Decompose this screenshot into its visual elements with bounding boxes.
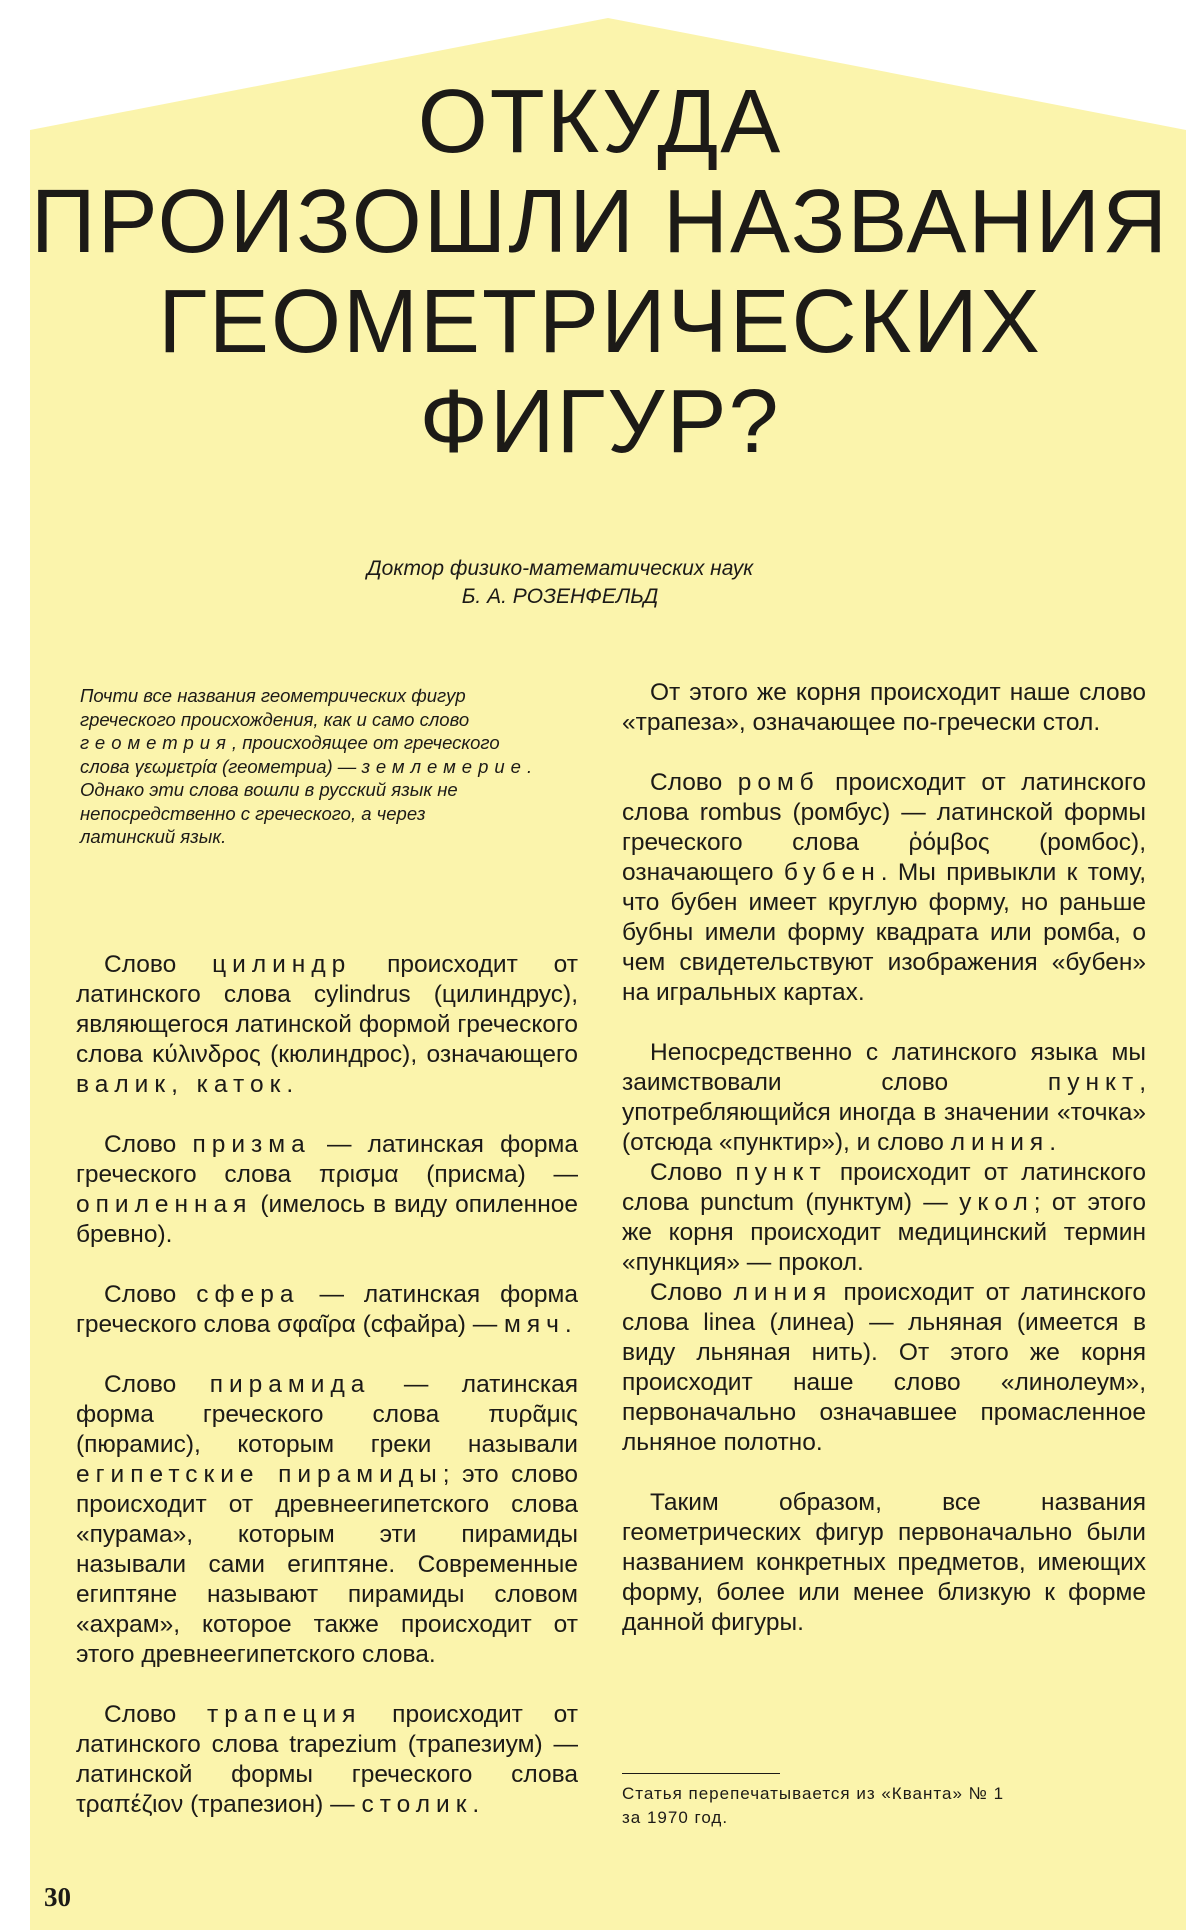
term-point: пункт [735,1159,827,1186]
term-sphere: сфера [196,1281,300,1308]
paragraph-point: Слово пункт происходит от латинского слова punctum (пунктум) — укол; от этого же корня происходит медицинский термин «пункция» — прокол. [622,1159,1146,1276]
paragraph-conclusion: Таким образом, все названия геометрических фигур первоначально были названием конкретных предметов, имеющих форму, более или менее близкую к форме данной фигуры. [622,1489,1146,1636]
intro-term-geometria: геометрия [80,732,232,753]
intro-line: слова γεωμετρία (геометриа) — [80,755,362,777]
footnote-line: Статья перепечатывается из «Кванта» № 1 [622,1784,1005,1803]
right-column [622,678,1146,1638]
intro-line: греческого происхождения, как и само слово [80,708,470,730]
title-line-2: ПРОИЗОШЛИ НАЗВАНИЯ [30,172,1170,272]
paragraph-pyramid: Слово пирамида — латинская форма греческого слова πυρᾶμις (пюрамис), которым греки называли египетские пирамиды; это слово происходит от древнеегипетского слова «пурама», которым эти пирамиды называли сами египтяне. Современные египтяне называют пирамиды словом «ахрам», которое также происходит от этого древнеегипетского слова. [76,1371,578,1668]
byline [330,555,790,611]
title-line-4: ФИГУР? [419,372,781,472]
paragraph-rhombus: Слово ромб происходит от латинского слова rombus (ромбус) — латинской формы греческого слова ῥόμβος (ромбос), означающего бубен. Мы привыкли к тому, что бубен имеет круглую форму, но раньше бубны имели форму квадрата или ромба, о чем свидетельствуют изображения «бубен» на игральных картах. [622,769,1146,1006]
author-name: Б. А. РОЗЕНФЕЛЬД [461,585,659,608]
term-cylinder: цилиндр [212,951,352,978]
intro-term-zemlemerie: землемерие [361,755,527,777]
paragraph-prism: Слово призма — латинская форма греческого слова πρισμα (присма) — опиленная (имелось в виду опиленное бревно). [76,1131,578,1248]
page-number: 30 [44,1882,71,1912]
paragraph-line: Слово линия происходит от латинского слова linea (линеа) — льняная (имеется в виду льняная нить). От этого же корня происходит наше слово «линолеум», первоначально означавшее промасленное льняное полотно. [622,1279,1146,1456]
term-prism: призма [192,1131,311,1158]
intro-lead: Почти все названия геометрических фигур греческого происхождения, как и само слово геометрия, происходящее от греческого слова γεωμετρία (геометриа) — землемерие. Однако эти слова вошли в русский язык не непосредственно с греческого, а через латинский язык. [80,685,533,847]
paragraph-sphere: Слово сфера — латинская форма греческого слова σφαῖρα (сфайра) — мяч. [76,1281,578,1338]
intro-line: Почти все названия геометрических фигур [80,685,466,706]
footnote-line: за 1970 год. [622,1808,729,1827]
term-trapezoid: трапеция [207,1701,362,1728]
left-column [76,950,578,1820]
term-rhombus: ромб [737,769,820,796]
paragraph-trapezoid: Слово трапеция происходит от латинского слова trapezium (трапезиум) — латинской формы греческого слова τραπέζιον (трапезион) — столик. [76,1701,578,1818]
footnote-rule [622,1773,780,1774]
paragraph-cylinder: Слово цилиндр происходит от латинского слова cylindrus (цилиндрус), являющегося латинской формой греческого слова κύλινδρος (кюлиндрос), означающего валик, каток. [76,951,578,1098]
intro-line: , происходящее от греческого [231,732,500,753]
intro-line: латинский язык. [80,826,227,847]
title-line-1: ОТКУДА [417,72,783,172]
paragraph-trapeza: От этого же корня происходит наше слово «трапеза», означающее по-гречески стол. [622,679,1146,736]
article-title [0,72,1200,472]
footnote [622,1782,1146,1830]
author-degree: Доктор физико-математических наук [366,557,754,580]
term-pyramid: пирамида [209,1371,371,1398]
intro-line: Однако эти слова вошли в русский язык не [80,779,458,800]
paragraph-latin-loans: Непосредственно с латинского языка мы заимствовали слово пункт, употребляющийся иногда в значении «точка» (отсюда «пунктир»), и слово линия. [622,1039,1146,1156]
term-line: линия [733,1279,833,1306]
intro-line: непосредственно с греческого, а через [80,802,426,824]
title-line-3: ГЕОМЕТРИЧЕСКИХ [158,272,1042,372]
